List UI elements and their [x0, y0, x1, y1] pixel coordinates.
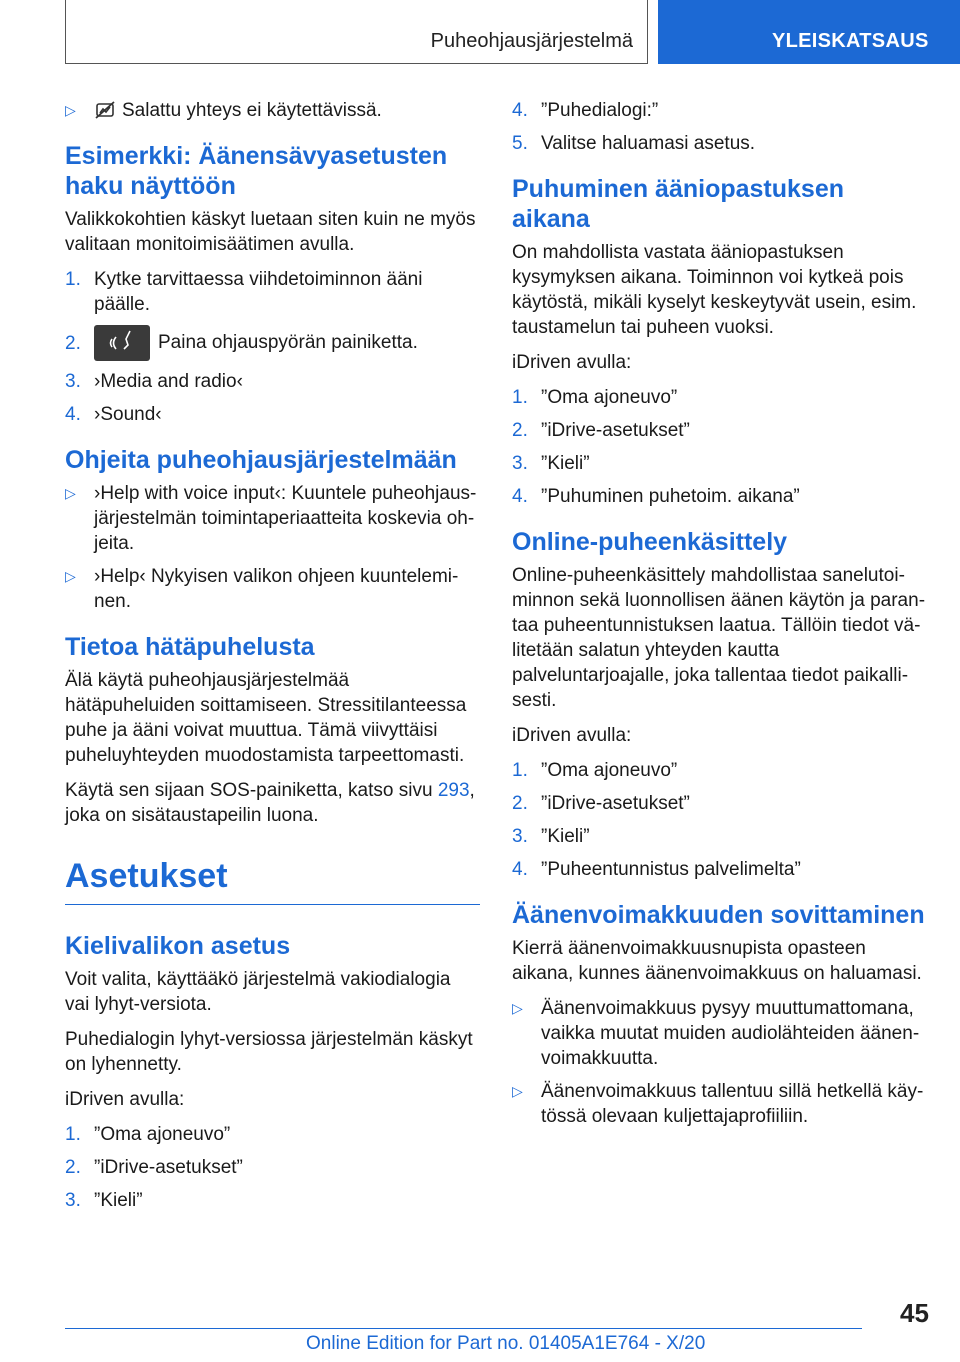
page-link[interactable]: 293: [437, 780, 470, 801]
list-item: [65, 369, 480, 394]
step-number: 4.: [65, 404, 81, 425]
list-item: [65, 1188, 480, 1213]
list-item: [512, 857, 927, 882]
step-text: Kytke tarvittaessa viihdetoiminnon ääni päälle.: [94, 269, 423, 315]
step-text: ”Kieli”: [94, 1190, 143, 1211]
step-text: Valitse haluamasi asetus.: [541, 133, 756, 154]
step-number: 4.: [512, 486, 528, 507]
step-text: Paina ohjauspyörän painiketta.: [158, 332, 418, 354]
emergency-paragraph: Älä käytä puheohjausjärjestelmää hätäpuheluiden soittamiseen. Stressitilanteessa puhe ja ääni voivat muuttua. Tämä viivyttäisi puheluyhteyden muodostamista tarpeettomasti.: [65, 670, 467, 766]
footer-edition: Online Edition for Part no. 01405A1E764 - X/20: [306, 1333, 706, 1354]
list-item: [512, 824, 927, 849]
list-item: [512, 758, 927, 783]
triangle-icon: ▷: [65, 485, 76, 501]
triangle-icon: ▷: [65, 568, 76, 584]
step-text: ›Media and radio‹: [94, 371, 243, 392]
page-number: 45: [900, 1298, 929, 1328]
step-text: ”iDrive-asetukset”: [541, 420, 690, 441]
header-section-title: Puheohjausjärjestelmä: [65, 0, 648, 64]
step-text: ”iDrive-asetukset”: [541, 793, 690, 814]
step-text: ”Oma ajoneuvo”: [541, 387, 678, 408]
step-number: 1.: [65, 269, 81, 290]
step-text: ”Kieli”: [541, 453, 590, 474]
list-item: [512, 98, 927, 123]
idrive-label: iDriven avulla:: [512, 352, 632, 373]
step-text: ”Puhedialogi:”: [541, 100, 659, 121]
online-paragraph: Online-puheenkäsittely mahdollistaa sanelutoiminnon sekä luonnollisen äänen käytön ja parantaa puheentunnistuksen laatua. Tällöin tiedot välitetään salatun yhteyden kautta palveluntarjoajalle, joka tallentaa tiedot paikallisesti.: [512, 565, 926, 711]
step-number: 4.: [512, 859, 528, 880]
list-item: [512, 451, 927, 476]
list-item: [512, 385, 927, 410]
step-number: 2.: [512, 793, 528, 814]
list-item: [512, 1079, 927, 1129]
step-number: 2.: [512, 420, 528, 441]
list-item: [512, 418, 927, 443]
step-number: 5.: [512, 133, 528, 154]
note-text: Salattu yhteys ei käytettävissä.: [122, 100, 382, 121]
step-number: 2.: [65, 1157, 81, 1178]
list-item: [65, 267, 480, 317]
list-item: [65, 1155, 480, 1180]
list-item: [65, 564, 480, 614]
language-heading: Kielivalikon asetus: [65, 932, 291, 960]
emergency-paragraph-2: Käytä sen sijaan SOS-painiketta, katso sivu 293, joka on sisätaustapeilin luona.: [65, 780, 475, 826]
settings-heading: Asetukset: [65, 857, 228, 895]
volume-note: Äänenvoimakkuus pysyy muuttumattomana, vaikka muutat muiden audiolähteiden äänenvoimakkuutta.: [541, 998, 920, 1069]
list-item: [512, 791, 927, 816]
emergency-heading: Tietoa hätäpuhelusta: [65, 633, 315, 661]
left-column: [65, 98, 480, 1221]
idrive-label: iDriven avulla:: [65, 1089, 185, 1110]
tips-heading: Ohjeita puheohjausjärjestelmään: [65, 446, 457, 474]
list-item: [65, 325, 480, 361]
list-item: [65, 481, 480, 556]
idrive-label: iDriven avulla:: [512, 725, 632, 746]
voice-control-button-icon: [94, 325, 150, 361]
step-text: ”Puheentunnistus palvelimelta”: [541, 859, 801, 880]
language-paragraph-2: Puhedialogin lyhyt-versiossa järjestelmän käskyt on lyhennetty.: [65, 1029, 473, 1075]
step-text: ”Kieli”: [541, 826, 590, 847]
online-heading: Online-puheenkäsittely: [512, 528, 788, 556]
list-item: [512, 996, 927, 1071]
example-heading: Esimerkki: Äänensävyasetusten haku näyttöön: [65, 142, 448, 200]
tip-text: ›Help‹ Nykyisen valikon ohjeen kuunteleminen.: [94, 566, 459, 612]
list-item: [65, 1122, 480, 1147]
volume-paragraph: Kierrä äänenvoimakkuusnupista opasteen aikana, kunnes äänenvoimakkuus on haluamasi.: [512, 938, 922, 984]
triangle-icon: ▷: [512, 1000, 523, 1016]
step-number: 3.: [512, 826, 528, 847]
step-number: 1.: [512, 760, 528, 781]
note-item: [65, 98, 480, 123]
step-text: ”iDrive-asetukset”: [94, 1157, 243, 1178]
step-number: 3.: [65, 1190, 81, 1211]
step-text: ”Puhuminen puhetoim. aikana”: [541, 486, 800, 507]
language-paragraph: Voit valita, käyttääkö järjestelmä vakiodialogia vai lyhyt-versiota.: [65, 969, 451, 1015]
example-intro: Valikkokohtien käskyt luetaan siten kuin ne myös valitaan monitoimisäätimen avulla.: [65, 209, 476, 255]
step-number: 2.: [65, 332, 81, 354]
step-text: ”Oma ajoneuvo”: [94, 1124, 231, 1145]
list-item: [512, 131, 927, 156]
footer-rule: [65, 1328, 862, 1329]
speaking-paragraph: On mahdollista vastata ääniopastuksen kysymyksen aikana. Toiminnon voi kytkeä pois käytöstä, mikäli kyselyt keskeytyvät usein, esim. taustamelun tai puheen vuoksi.: [512, 242, 917, 338]
step-text: ”Oma ajoneuvo”: [541, 760, 678, 781]
volume-note: Äänenvoimakkuus tallentuu sillä hetkellä käytössä olevaan kuljettajaprofiiliin.: [541, 1081, 924, 1127]
step-number: 1.: [512, 387, 528, 408]
list-item: [512, 484, 927, 509]
volume-heading: Äänenvoimakkuuden sovittaminen: [512, 901, 925, 929]
step-number: 4.: [512, 100, 528, 121]
step-number: 1.: [65, 1124, 81, 1145]
header-chapter-tab[interactable]: YLEISKATSAUS: [658, 0, 960, 64]
triangle-icon: ▷: [512, 1083, 523, 1099]
triangle-icon: ▷: [65, 102, 76, 118]
no-secure-connection-icon: [94, 101, 116, 119]
heading-rule: [65, 904, 480, 905]
step-text: ›Sound‹: [94, 404, 162, 425]
step-number: 3.: [512, 453, 528, 474]
right-column: [512, 98, 927, 1137]
step-number: 3.: [65, 371, 81, 392]
list-item: [65, 402, 480, 427]
speaking-heading: Puhuminen ääniopastuksen aikana: [512, 175, 845, 233]
tip-text: ›Help with voice input‹: Kuuntele puheohjausjärjestelmän toimintaperiaatteita koskevia ohjeita.: [94, 483, 477, 554]
